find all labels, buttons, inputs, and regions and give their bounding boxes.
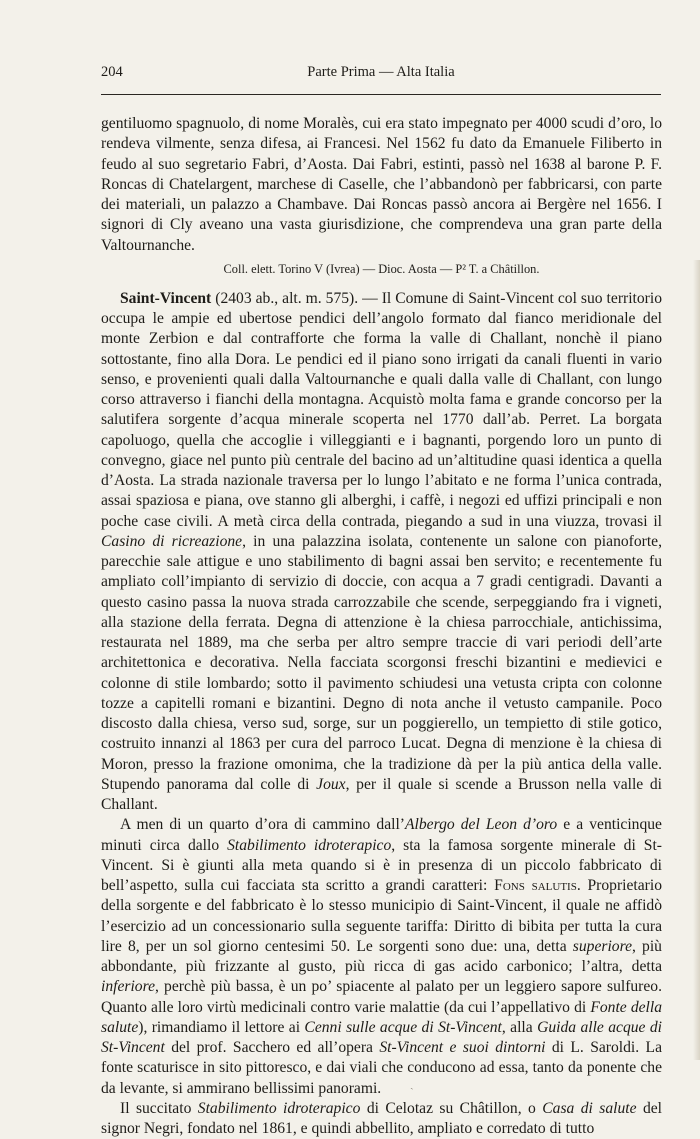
italic-run: Stabilimento idroterapico [227,836,392,854]
header-rule [101,94,661,95]
italic-run: inferiore [101,978,155,996]
page-number: 204 [101,64,123,80]
italic-run: Casa di salute [542,1099,637,1117]
italic-run: Joux [316,775,346,793]
paragraph-mineral-spring [101,815,662,1099]
citation-line: Coll. elett. Torino V (Ivrea) — Dioc. Aosta — P² T. a Châtillon. [223,261,540,276]
printer-mark: ˎ [410,1078,414,1090]
italic-run: St-Vincent e suoi dintorni [379,1039,546,1056]
page-edge-shadow [693,260,700,1060]
small-caps-run: Fons salutis [494,877,577,894]
running-title: Parte Prima — Alta Italia [307,64,455,80]
text-run: , sta la famosa sorgente minerale di St-Vincent. Si è giunti alla meta quando si è in presenza di un piccolo fabbricato di bell’aspetto, sulla cui facciata sta scritto a grandi caratteri: [101,836,662,894]
text-run: A men di un quarto d’ora di cammino dall’ [120,816,405,834]
text-run: di Celotaz su Châtillon, o [360,1099,543,1117]
text-run: di L. Saroldi. La fonte scaturisce in sito pittoresco, e dai viali che conducono ad essa, tanto da ponente che da levante, si ammirano bellissimi panorami. [101,1039,662,1097]
text-run: , per il quale si scende a Brusson nella valle di Challant. [101,775,662,813]
italic-run: superiore [572,937,632,955]
body-text [101,114,662,1139]
paragraph-hydrotherapy [101,1099,662,1139]
italic-run: Guida alle acque di St-Vincent [101,1018,662,1056]
italic-run: Stabilimento idroterapico [197,1099,361,1117]
text-run: , in una palazzina isolata, contenente un salone con pianoforte, parecchie sale attigue e uno stabilimento di bagni assai ben servito; e recentemente fu ampliato coll’impianto di servizio di doccie, con acqua a 7 gradi centigradi. Davanti a questo casino passa la nuova strada carrozzabile che scende, serpeggiando fra i vigneti, alla stazione della ferrata. Degna di attenzione è la chiesa parrocchiale, antichissima, restaurata nel 1889, ma che serba per altro sempre traccie di vari periodi dell’arte architettonica e decorativa. Nella facciata scorgonsi freschi bizantini e medievici e colonne di stile lombardo; sotto il pavimento schiudesi una vetusta cripta con colonne tozze a capitelli romani e bizantini. Degno di nota anche il vetusto campanile. Poco discosto dalla chiesa, verso sud, sorge, sur un poggierello, un tempietto di stile gotico, costruito innanzi al 1863 per cura del parroco Lucat. Degna di menzione è la chiesa di Moron, presso la frazione omonima, che la tradizione dà per la più antica della valle. Stupendo panorama dal colle di [101,532,662,793]
italic-run: Casino di ricreazione [101,532,243,550]
paragraph-saint-vincent [101,289,662,816]
text-run: , perchè più bassa, è un po’ spiacente al palato per un leggiero sapore sulfureo. Quanto alle loro virtù medicinali contro varie malattie (da cui l’appellativo di [101,978,662,1016]
paragraph-continued: gentiluomo spagnuolo, di nome Moralès, cui era stato impegnato per 4000 scudi d’oro, lo rendeva vilmente, senza difesa, ai Francesi. Nel 1562 fu dato da Emanuele Filiberto in feudo al suo segretario Fabri, d’Aosta. Dai Fabri, estinti, passò nel 1638 al barone P. F. Roncas di Chatelargent, marchese di Caselle, che l’abbandonò per fabbricarsi, con parte dei materiali, un palazzo a Chambave. Dai Roncas passò ancora ai Bergère nel 1656. I signori di Cly aveano una vasta giurisdizione, che comprendeva una gran parte della Valtournanche. [101,115,662,254]
text-run: ), rimandiamo il lettore ai [138,1018,305,1036]
text-run: , più abbondante, più frizzante al gusto, più ricca di gas acido carbonico; l’altra, detta [101,937,662,975]
text-run: . Proprietario della sorgente e del fabbricato è lo stesso municipio di Saint-Vincent, il quale ne affidò l’esercizio ad un concessionario sulla seguente tariffa: Diritto di bibita per tutta la cura lire 8, per un sol giorno centesimi 50. Le sorgenti sono due: una, detta [101,877,662,955]
text-run: e a venticinque minuti circa dallo [101,816,662,854]
italic-run: Cenni sulle acque di St-Vincent [304,1018,502,1036]
italic-run: Fonte della salute [101,998,662,1036]
text-run: (2403 ab., alt. m. 575). — Il Comune di Saint-Vincent col suo territorio occupa le ampie ed ubertose pendici dell’angolo formato dal fianco meridionale del monte Zerbion e dal contrafforte che forma la valle di Challant, nonchè il piano sottostante, fino alla Dora. Le pendici ed il piano sono irrigati da canali fluenti in vario senso, e provenienti quali dalla Valtournanche e quali dalla valle di Challant, con lungo corso attraverso i fianchi della montagna. Acquistò molta fama e grande concorso per la salutifera sorgente d’acqua minerale scoperta nel 1770 dall’ab. Perret. La borgata capoluogo, quella che accoglie i villeggianti e i bagnanti, porgendo loro un punto di convegno, giace nel punto più centrale del bacino ad un’altitudine quasi identica a quella d’Aosta. La strada nazionale traversa per lo lungo l’abitato e ne forma l’unica contrada, assai spaziosa e piana, ove stanno gli alberghi, i caffè, i negozi ed uffizi principali e non poche case civili. A metà circa della contrada, piegando a sud in una viuzza, trovasi il [101,289,662,530]
running-header [101,64,661,86]
text-run: del prof. Sacchero ed all’opera [164,1039,380,1056]
text-run: del signor Negri, fondato nel 1861, e quindi abbellito, ampliato e corredato di tutto [101,1099,662,1137]
entry-heading: Saint-Vincent [120,289,212,307]
text-run: , alla [501,1018,538,1036]
italic-run: Albergo del Leon d’oro [405,816,558,834]
text-run: Il succitato [120,1099,198,1117]
